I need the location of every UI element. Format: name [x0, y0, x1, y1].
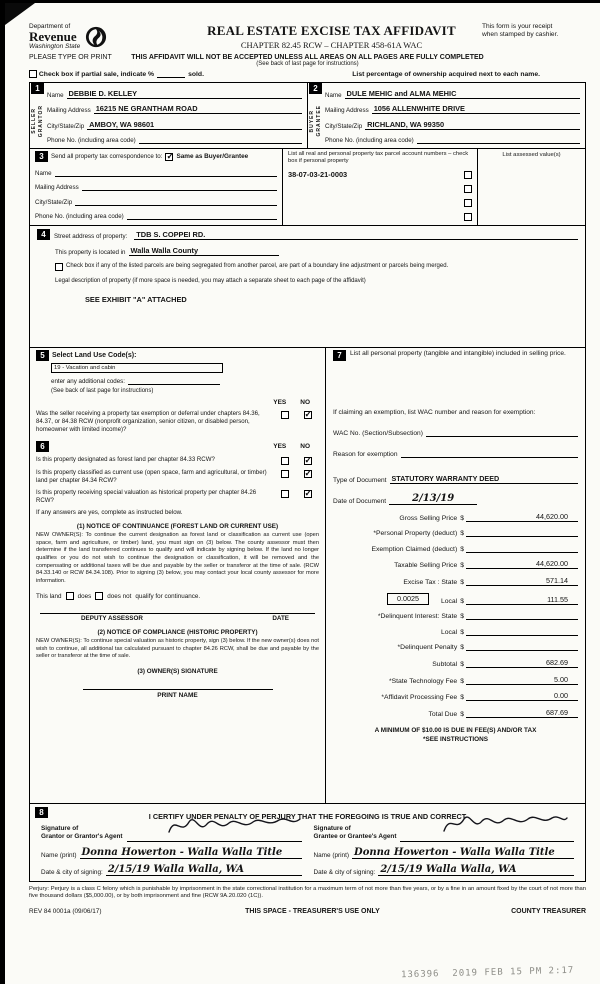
- personal-property-checkbox-1[interactable]: [464, 171, 472, 179]
- section-3-number: 3: [35, 151, 48, 162]
- money-row-total-due: Total Due $ 687.69: [333, 708, 578, 718]
- section-5-number: 5: [36, 350, 49, 361]
- seller-phone-field[interactable]: [139, 135, 302, 144]
- buyer-csz-field[interactable]: RICHLAND, WA 99350: [365, 120, 580, 130]
- total-due[interactable]: 687.69: [466, 708, 578, 718]
- property-location-section: [29, 226, 586, 348]
- grantee-side-label: GRANTEE: [316, 105, 322, 137]
- additional-codes-field[interactable]: [128, 377, 220, 385]
- reason-field[interactable]: [401, 449, 578, 458]
- parcel-row: [288, 184, 472, 193]
- this-land-label: This land: [36, 592, 62, 600]
- historic-question: Is this property receiving special valuation as historical property per chapter 84.26 RCW?: [36, 488, 257, 504]
- seller-name-label: Name: [47, 91, 64, 99]
- deferral-yes-checkbox[interactable]: [281, 411, 289, 419]
- partial-sale-label: Check box if partial sale, indicate %: [38, 71, 155, 78]
- affidavit-processing-fee[interactable]: 0.00: [466, 691, 578, 701]
- notice-compliance-body: NEW OWNER(S): To continue special valuation as historic property, sign (3) below. If the new owner(s) does not wish to continue, all additional tax calculated pursuant to chapter 84.26 RCW, shall be due and payable by the seller or transferor at the time of sale.: [36, 638, 319, 660]
- parcel-number[interactable]: 38-07-03-21-0003: [288, 170, 348, 180]
- grantor-signature-label: Signature of Grantor or Grantor's Agent: [41, 825, 123, 841]
- county-field[interactable]: Walla Walla County: [129, 246, 279, 256]
- forest-land-question: Is this property designated as forest land per chapter 84.33 RCW?: [36, 455, 215, 463]
- taxable-selling-price[interactable]: 44,620.00: [466, 559, 578, 569]
- seller-phone-label: Phone No. (including area code): [47, 137, 136, 144]
- print-name-label: PRINT NAME: [157, 691, 198, 699]
- current-use-no-checkbox[interactable]: [304, 470, 312, 478]
- partial-sale-checkbox[interactable]: [29, 70, 37, 78]
- form-header: [29, 23, 586, 50]
- warning-block: [29, 54, 586, 67]
- subtotal[interactable]: 682.69: [466, 658, 578, 668]
- buyer-name-field[interactable]: DULE MEHIC and ALMA MEHIC: [345, 89, 580, 99]
- additional-codes-label: enter any additional codes:: [51, 378, 125, 385]
- reason-label: Reason for exemption: [333, 451, 398, 458]
- money-row-gross: Gross Selling Price $ 44,620.00: [333, 512, 578, 522]
- grantee-name-print-field[interactable]: Donna Howerton - Walla Walla Title: [352, 847, 574, 859]
- money-row-subtotal: Subtotal $ 682.69: [333, 658, 578, 668]
- legal-description-value: SEE EXHIBIT "A" ATTACHED: [85, 295, 187, 304]
- corr-address-field[interactable]: [82, 182, 277, 191]
- corr-name-label: Name: [35, 169, 52, 177]
- does-not-checkbox[interactable]: [95, 592, 103, 600]
- section-2-number: 2: [309, 83, 322, 94]
- please-type-label: PLEASE TYPE OR PRINT: [29, 54, 112, 61]
- buyer-name-label: Name: [325, 91, 342, 99]
- doc-type-field[interactable]: STATUTORY WARRANTY DEED: [390, 474, 578, 484]
- no-header: NO: [300, 442, 310, 450]
- title-block: [181, 23, 482, 50]
- owners-signature-line[interactable]: [83, 689, 273, 690]
- corr-csz-field[interactable]: [75, 197, 277, 206]
- gross-selling-price[interactable]: 44,620.00: [466, 512, 578, 522]
- receipt-note-line2: when stamped by cashier.: [482, 31, 559, 39]
- money-row-delinquent-interest-state: *Delinquent Interest: State $: [333, 611, 578, 620]
- personal-property-label: List all personal property (tangible and intangible) included in selling price.: [350, 350, 566, 357]
- see-back-note-2: (See back of last page for instructions): [51, 388, 154, 394]
- state-technology-fee[interactable]: 5.00: [466, 675, 578, 685]
- grantor-name-print-field[interactable]: Donna Howerton - Walla Walla Title: [80, 847, 302, 859]
- seller-section: [30, 83, 307, 148]
- excise-tax-state[interactable]: 571.14: [466, 576, 578, 586]
- current-use-yes-checkbox[interactable]: [281, 470, 289, 478]
- grantee-signature-block: [308, 825, 581, 876]
- form-subtitle: CHAPTER 82.45 RCW – CHAPTER 458-61A WAC: [240, 40, 423, 50]
- owners-signature-title: (3) OWNER(S) SIGNATURE: [137, 667, 218, 675]
- footer-row: [29, 908, 586, 915]
- percent-field[interactable]: [157, 77, 185, 78]
- yes-header: YES: [273, 442, 287, 450]
- treasurer-date-stamp: 136396 2019 FEB 15 PM 2:17: [400, 965, 575, 981]
- grantor-name-print-label: Name (print): [41, 851, 77, 859]
- corr-name-field[interactable]: [55, 168, 277, 177]
- land-use-code-box[interactable]: [51, 363, 223, 373]
- money-row-excise-state: Excise Tax : State $ 571.14: [333, 576, 578, 586]
- grantee-signature-label: Signature of Grantee or Grantee's Agent: [313, 825, 397, 841]
- dor-logo-text: [29, 23, 80, 50]
- forest-yes-checkbox[interactable]: [281, 457, 289, 465]
- tax-correspondence-section: [29, 149, 586, 226]
- send-correspondence-label: Send all property tax correspondence to:: [51, 153, 163, 160]
- seller-csz-field[interactable]: AMBOY, WA 98601: [87, 120, 302, 130]
- section-1-number: 1: [31, 83, 44, 94]
- revenue-label: Revenue: [29, 29, 77, 44]
- grantee-signature-line[interactable]: [400, 832, 574, 842]
- money-row-processing-fee: *Affidavit Processing Fee $ 0.00: [333, 691, 578, 701]
- personal-property-checkbox-3[interactable]: [464, 199, 472, 207]
- notice-continuance-body: NEW OWNER(S): To continue the current designation as forest land or classification as current use (open space, farm and agriculture, or timber) land, you must sign on (3) below. The county assessor must then determine if the land transferred continues to qualify and will indicate by signing below. If the land no longer qualifies or you do not wish to continue the designation or classification, it will be removed and the compensating or additional taxes will be due and payable by the seller or transferor at the time of sale. (RCW 84.33.140 or RCW 84.34.108). Prior to signing (3) below, you may contact your local county assessor for more information.: [36, 532, 319, 584]
- washington-state-label: Washington State: [29, 43, 81, 50]
- notice-continuance-title: (1) NOTICE OF CONTINUANCE (FOREST LAND OR CURRENT USE): [76, 523, 279, 531]
- does-checkbox[interactable]: [66, 592, 74, 600]
- grantor-date-city-label: Date & city of signing:: [41, 868, 103, 876]
- historic-question-row: [36, 489, 319, 505]
- tax-computation-column: [326, 348, 585, 803]
- does-label: does: [77, 592, 92, 600]
- doc-date-field[interactable]: 2/13/19: [412, 493, 455, 504]
- does-not-label: does not: [107, 592, 132, 600]
- buyer-side-strip: [308, 83, 323, 148]
- segregated-label: Check box if any of the listed parcels are being segregated from another parcel, are part of a boundary line adjustment or parcels being merged.: [66, 263, 449, 269]
- current-use-question: Is this property classified as current use (open space, farm and agricultural, or timber) land per chapter 84.34 RCW?: [36, 468, 267, 484]
- dept-of-label: Department of: [29, 23, 71, 30]
- located-in-label: This property is located in: [55, 249, 126, 256]
- scan-artifact: [5, 3, 35, 25]
- buyer-section: [307, 83, 585, 148]
- deputy-assessor-labels: [36, 614, 319, 622]
- corr-phone-label: Phone No. (including area code): [35, 213, 124, 220]
- parcel-numbers-header: List all real and personal property tax parcel account numbers – check box if personal property: [288, 151, 469, 165]
- partial-sale-row: [29, 70, 586, 78]
- continuance-qualify-row: [36, 592, 319, 600]
- personal-property-checkbox-4[interactable]: [464, 213, 472, 221]
- segregated-checkbox[interactable]: [55, 263, 63, 271]
- doc-date-label: Date of Document: [333, 498, 387, 505]
- buyer-csz-label: City/State/Zip: [325, 122, 363, 130]
- form-title: REAL ESTATE EXCISE TAX AFFIDAVIT: [207, 23, 456, 38]
- buyer-side-label: BUYER: [309, 109, 315, 133]
- notice-compliance-title: (2) NOTICE OF COMPLIANCE (HISTORIC PROPERTY): [97, 629, 258, 637]
- grantee-date-city-field[interactable]: 2/15/19 Walla Walla, WA: [378, 864, 574, 876]
- land-use-label: Select Land Use Code(s):: [52, 352, 137, 359]
- warning-text: THIS AFFIDAVIT WILL NOT BE ACCEPTED UNLESS ALL AREAS ON ALL PAGES ARE FULLY COMPLETED: [131, 54, 484, 61]
- middle-columns: [29, 348, 586, 804]
- wac-label: WAC No. (Section/Subsection): [333, 430, 423, 437]
- deputy-assessor-label: DEPUTY ASSESSOR: [81, 615, 143, 623]
- grantee-name-print-label: Name (print): [313, 851, 350, 859]
- certify-statement: I CERTIFY UNDER PENALTY OF PERJURY THAT THE FOREGOING IS TRUE AND CORRECT: [148, 812, 467, 821]
- doc-type-label: Type of Document: [333, 477, 387, 484]
- legal-description-label: Legal description of property (if more space is needed, you may attach a separate sheet to each page of the affidavit): [55, 278, 366, 284]
- money-row-exemption-deduct: Exemption Claimed (deduct) $: [333, 544, 578, 553]
- money-row-taxable: Taxable Selling Price $ 44,620.00: [333, 559, 578, 569]
- seller-side-strip: [30, 83, 45, 148]
- sold-label: sold.: [188, 71, 204, 78]
- forest-no-checkbox[interactable]: [304, 457, 312, 465]
- same-as-buyer-label: Same as Buyer/Grantee: [176, 153, 249, 160]
- buyer-address-label: Mailing Address: [325, 107, 369, 114]
- corr-address-label: Mailing Address: [35, 184, 79, 191]
- seller-address-label: Mailing Address: [47, 107, 91, 114]
- exemption-label: If claiming an exemption, list WAC number and reason for exemption:: [333, 409, 536, 416]
- date-label: DATE: [272, 615, 289, 623]
- see-back-note: (See back of last page for instructions): [256, 61, 359, 67]
- same-as-buyer-checkbox[interactable]: [165, 153, 173, 161]
- section-4-number: 4: [37, 229, 50, 240]
- land-use-code-value: 19 - Vacation and cabin: [54, 365, 116, 371]
- yes-header: YES: [273, 399, 287, 406]
- parties-section: [29, 82, 586, 149]
- street-address-label: Street address of property:: [54, 233, 128, 240]
- seller-name-field[interactable]: DEBBIE D. KELLEY: [67, 89, 302, 99]
- buyer-address-field[interactable]: 1056 ALLENWHITE DRIVE: [372, 104, 580, 114]
- historic-no-checkbox[interactable]: [304, 490, 312, 498]
- delinquent-interest-state[interactable]: [466, 611, 578, 620]
- grantor-date-city-field[interactable]: 2/15/19 Walla Walla, WA: [106, 864, 302, 876]
- certification-section: [29, 804, 586, 882]
- personal-property-checkbox-2[interactable]: [464, 185, 472, 193]
- grantor-signature-block: [35, 825, 308, 876]
- minimum-fee-note: A MINIMUM OF $10.00 IS DUE IN FEE(S) AND/OR TAX: [374, 726, 537, 734]
- assessed-values-header: List assessed value(s): [502, 152, 561, 158]
- excise-tax-local[interactable]: 111.55: [466, 595, 578, 605]
- ownership-note: List percentage of ownership acquired next to each name.: [352, 71, 540, 78]
- corr-csz-label: City/State/Zip: [35, 198, 73, 206]
- receipt-note-line1: This form is your receipt: [482, 23, 553, 30]
- seller-csz-label: City/State/Zip: [47, 122, 85, 130]
- land-use-column: [30, 348, 326, 803]
- wac-field[interactable]: [426, 428, 578, 437]
- money-row-delinquent-penalty: *Delinquent Penalty $: [333, 642, 578, 651]
- grantor-side-label: GRANTOR: [38, 104, 44, 138]
- buyer-phone-field[interactable]: [417, 135, 580, 144]
- qualify-label: qualify for continuance.: [135, 592, 201, 600]
- seller-side-label: SELLER: [31, 108, 37, 134]
- corr-phone-field[interactable]: [127, 211, 277, 220]
- county-treasurer-label: COUNTY TREASURER: [511, 907, 586, 915]
- grantee-date-city-label: Date & city of signing:: [313, 868, 376, 876]
- seller-address-field[interactable]: 16215 NE GRANTHAM ROAD: [94, 104, 302, 114]
- section-7-number: 7: [333, 350, 346, 361]
- money-row-local: 0.0025 Local $ 111.55: [333, 593, 578, 605]
- grantor-signature-line[interactable]: [127, 832, 302, 842]
- revenue-flame-icon: [85, 26, 107, 48]
- yes-no-header-5: [36, 399, 319, 406]
- money-row-technology-fee: *State Technology Fee $ 5.00: [333, 675, 578, 685]
- dor-logo: [29, 23, 181, 50]
- deferral-question-text: Was the seller receiving a property tax exemption or deferral under chapters 84.36, 84.37, or 84.38 RCW (nonprofit organization, senior citizen, or disabled person, homeowner with limited income)?: [36, 410, 260, 433]
- section-8-number: 8: [35, 807, 48, 818]
- form-revision-number: REV 84 0001a (09/06/17): [29, 907, 102, 915]
- no-header: NO: [300, 399, 310, 406]
- yes-no-header-6: [273, 443, 319, 450]
- historic-yes-checkbox[interactable]: [281, 490, 289, 498]
- street-address-field[interactable]: TDB S. COPPEI RD.: [134, 230, 578, 240]
- deferral-no-checkbox[interactable]: [304, 411, 312, 419]
- if-yes-note: If any answers are yes, complete as instructed below.: [36, 509, 183, 517]
- delinquent-interest-local[interactable]: [466, 627, 578, 636]
- money-row-personal-deduct: *Personal Property (deduct) $: [333, 528, 578, 537]
- local-rate-box: 0.0025: [387, 593, 429, 605]
- receipt-note: [482, 23, 586, 39]
- money-row-delinquent-interest-local: Local $: [333, 627, 578, 636]
- current-use-question-row: [36, 469, 319, 485]
- personal-property-deduct[interactable]: [466, 528, 578, 537]
- deferral-question-row: [36, 410, 319, 434]
- buyer-phone-label: Phone No. (including area code): [325, 137, 414, 144]
- exemption-claimed-deduct[interactable]: [466, 544, 578, 553]
- parcel-row: [288, 212, 472, 221]
- personal-property-blank-area[interactable]: [333, 361, 578, 403]
- treasurer-use-label: THIS SPACE - TREASURER'S USE ONLY: [245, 907, 380, 915]
- see-instructions-note: *SEE INSTRUCTIONS: [423, 735, 488, 743]
- delinquent-penalty[interactable]: [466, 642, 578, 651]
- perjury-notice: Perjury: Perjury is a class C felony which is punishable by imprisonment in the state correctional institution for a maximum term of not more than five years, or by a fine in an amount fixed by the court of not more than five thousand dollars ($5,000.00), or by both imprisonment and fine (RCW 9A.20.020 (1C)).: [29, 885, 586, 900]
- section-6-number: 6: [36, 441, 49, 452]
- parcel-row: [288, 170, 472, 179]
- parcel-row: [288, 198, 472, 207]
- forest-land-question-row: [36, 456, 319, 465]
